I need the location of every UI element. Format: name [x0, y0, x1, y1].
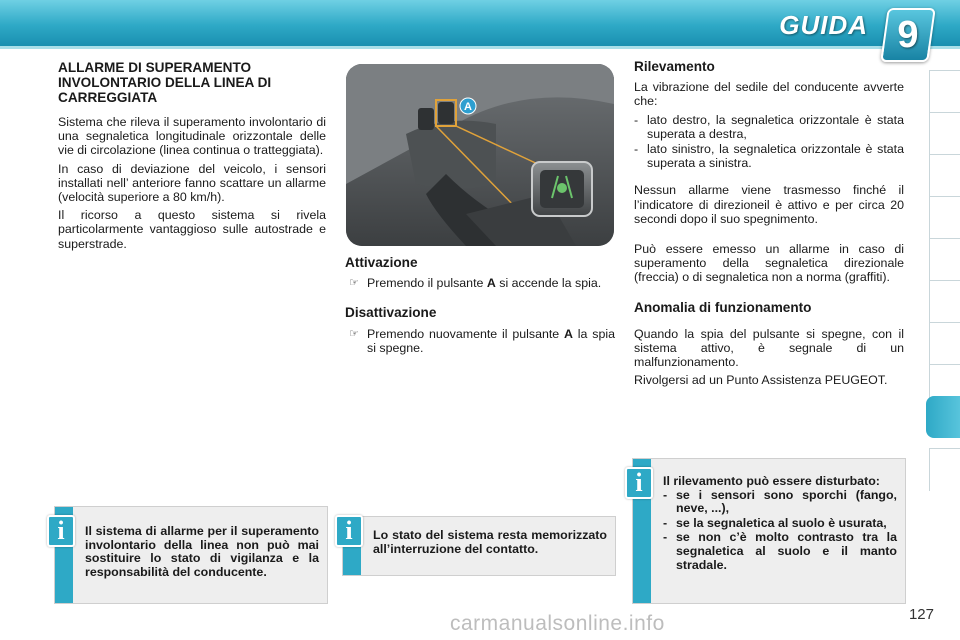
info-icon: i — [625, 467, 653, 499]
pointing-hand-icon: ☞ — [349, 327, 359, 340]
detection-column — [634, 60, 904, 392]
info-icon: i — [47, 515, 75, 547]
info-intro: Il rilevamento può essere disturbato: — [663, 474, 880, 488]
intro-paragraph: In caso di deviazione del veicolo, i sensori installati nell’ anteriore fanno scattare un allarme (velocità superiore a 80 km/h). — [58, 161, 326, 205]
detection-paragraph: Nessun allarme viene trasmesso finché il l’indicatore di direzioneil è attivo e per circa 20 secondi dopo il suo spegnimento. — [634, 183, 904, 226]
info-list-item: - se i sensori sono sporchi (fango, neve, ...), — [663, 487, 897, 516]
info-box-memory — [342, 516, 616, 576]
pointing-hand-icon: ☞ — [349, 277, 359, 290]
page-header — [0, 0, 960, 62]
intro-paragraph: Il ricorso a questo sistema si rivela particolarmente vantaggioso sulle autostrade e superstrade. — [58, 208, 326, 251]
chapter-tabs — [926, 70, 960, 490]
detection-item: - lato destro, la segnaletica orizzontale è stata superata a destra, — [634, 112, 904, 141]
info-text: Il sistema di allarme per il superamento involontario della linea non può mai sostituire lo stato di vigilanza e la responsabilità del conducente. — [85, 524, 319, 579]
button-key: A — [564, 326, 573, 341]
activation-heading: Attivazione — [345, 255, 418, 270]
chapter-tab-active[interactable] — [926, 396, 960, 438]
chapter-tab[interactable] — [929, 70, 960, 113]
section-title: ALLARME DI SUPERAMENTO INVOLONTARIO DELLA LINEA DI CARREGGIATA — [58, 60, 272, 105]
chapter-tab[interactable] — [929, 238, 960, 281]
chapter-number: 9 — [897, 14, 919, 56]
dashboard-photo — [346, 64, 614, 246]
info-list-item: - se la segnaletica al suolo è usurata, — [663, 515, 887, 530]
button-a-label: A — [464, 101, 472, 113]
info-icon: i — [335, 515, 363, 547]
malfunction-heading: Anomalia di funzionamento — [634, 299, 812, 315]
info-text-group — [663, 475, 897, 573]
activation-instruction: ☞ Premendo il pulsante A si accende la spia. — [349, 276, 602, 291]
malfunction-paragraph: Quando la spia del pulsante si spegne, con il sistema attivo, è segnale di un malfunzionamento. — [634, 326, 904, 370]
detection-paragraph: Può essere emesso un allarme in caso di superamento della segnaletica direzionale (freccia) o di segnaletica non a norma (graffiti). — [634, 242, 904, 285]
detection-item: - lato sinistro, la segnaletica orizzontale è stata superata a sinistra. — [634, 142, 904, 171]
header-divider — [0, 46, 960, 49]
info-text: Lo stato del sistema resta memorizzato all’interruzione del contatto. — [373, 528, 607, 556]
chapter-tab[interactable] — [929, 154, 960, 197]
detection-heading: Rilevamento — [634, 59, 715, 74]
chapter-title: GUIDA — [779, 10, 868, 40]
page-number: 127 — [908, 606, 934, 623]
info-box-disturbance — [632, 458, 906, 604]
controls-column — [345, 256, 615, 359]
chapter-tab[interactable] — [929, 112, 960, 155]
deactivation-heading: Disattivazione — [345, 305, 437, 321]
chapter-tab[interactable] — [929, 280, 960, 323]
info-list-item: - se non c’è molto contrasto tra la segnaletica al suolo e il manto stradale. — [663, 530, 897, 572]
detection-intro: La vibrazione del sedile del conducente avverte che: — [634, 80, 904, 109]
chapter-tab[interactable] — [929, 322, 960, 365]
intro-paragraph: Sistema che rileva il superamento involontario di una segnaletica longitudinale orizzontale delle vie di circolazione (linea continua o tratteggiata). — [58, 115, 326, 158]
info-box-responsibility — [54, 506, 328, 604]
chapter-tab[interactable] — [929, 448, 960, 491]
deactivation-instruction: ☞ Premendo nuovamente il pulsante A la spia si spegne. — [349, 326, 615, 355]
chapter-number-badge — [880, 8, 936, 62]
intro-column — [58, 60, 326, 255]
malfunction-paragraph: Rivolgersi ad un Punto Assistenza PEUGEOT. — [634, 373, 888, 388]
button-key: A — [486, 276, 496, 291]
watermark: carmanualsonline.info — [450, 612, 665, 635]
chapter-tab[interactable] — [929, 196, 960, 239]
